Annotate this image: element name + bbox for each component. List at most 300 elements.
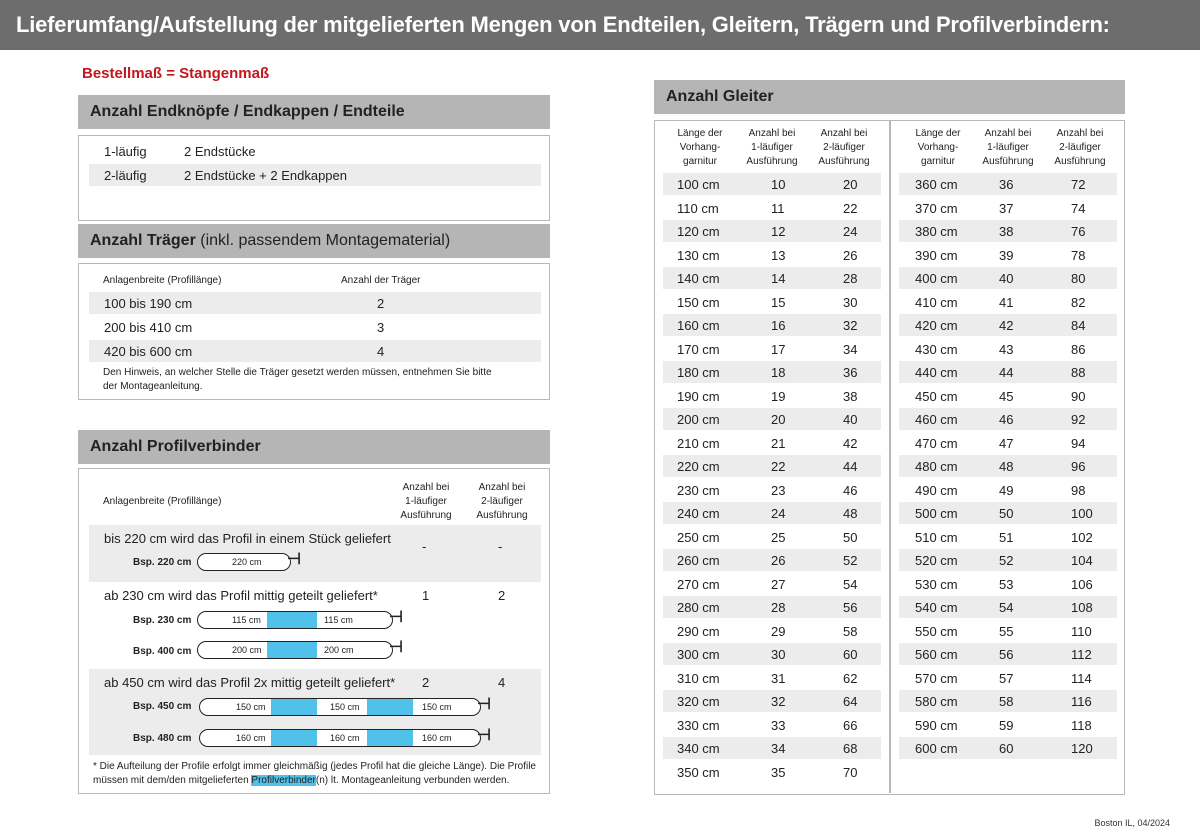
gleiter-row: [663, 643, 881, 665]
gleiter-length: 480 cm: [915, 459, 958, 474]
gleiter-count-1: 13: [771, 247, 786, 263]
gleiter-divider: [889, 121, 891, 793]
gleiter-row: [899, 291, 1117, 313]
endteile-box: [78, 135, 550, 221]
gleiter-row: [663, 314, 881, 336]
example-label: Bsp. 450 cm: [133, 701, 192, 712]
gleiter-count-2: 20: [843, 177, 858, 192]
hdr-line: Länge der: [915, 128, 961, 139]
gleiter-row: [899, 620, 1117, 642]
gleiter-count-1: 57: [999, 670, 1014, 686]
gleiter-col2-header: [737, 127, 807, 169]
gleiter-row: [663, 244, 881, 266]
gleiter-row: [899, 173, 1117, 195]
gleiter-length: 220 cm: [677, 459, 720, 474]
gleiter-count-1: 18: [771, 365, 786, 380]
gleiter-count-2: 102: [1071, 529, 1093, 545]
gleiter-count-2: 110: [1071, 623, 1092, 639]
foot-highlight: Profilverbinder: [251, 775, 316, 786]
gleiter-row: [663, 291, 881, 313]
example-label: Bsp. 220 cm: [133, 557, 192, 568]
hdr-line: Ausführung: [982, 156, 1034, 167]
page-title: Lieferumfang/Aufstellung der mitgelieferten Mengen von Endteilen, Gleitern, Trägern und Profilverbindern:: [16, 12, 1110, 37]
gleiter-row: [663, 714, 881, 736]
verbinder-group-text: ab 450 cm wird das Profil 2x mittig geteilt geliefert*: [104, 675, 396, 690]
gleiter-count-2: 30: [843, 294, 858, 310]
gleiter-count-2: 98: [1071, 482, 1086, 498]
profile-rod: [199, 698, 481, 716]
gleiter-length: 490 cm: [915, 482, 958, 498]
hdr-line: 1-läufiger: [987, 142, 1029, 153]
traeger-note: der Montageanleitung.: [103, 381, 203, 392]
gleiter-row: [663, 737, 881, 759]
gleiter-count-1: 49: [999, 482, 1014, 498]
gleiter-count-2: 32: [843, 318, 858, 333]
gleiter-count-1: 40: [999, 271, 1014, 286]
gleiter-row: [899, 526, 1117, 548]
gleiter-length: 470 cm: [915, 435, 958, 451]
gleiter-count-2: 64: [843, 694, 858, 709]
example-label: Bsp. 230 cm: [133, 615, 192, 626]
hdr-line: 2-läufiger: [823, 142, 865, 153]
rod-part-label: 200 cm: [324, 645, 354, 655]
gleiter-length: 570 cm: [915, 670, 958, 686]
gleiter-count-1: 60: [999, 741, 1014, 756]
gleiter-count-2: 80: [1071, 271, 1086, 286]
hdr-line: Ausführung: [476, 510, 528, 521]
endcap-icon: ⊣: [477, 727, 491, 744]
gleiter-row: [899, 690, 1117, 712]
gleiter-count-2: 88: [1071, 365, 1086, 380]
gleiter-length: 430 cm: [915, 341, 958, 357]
gleiter-count-1: 43: [999, 341, 1014, 357]
gleiter-count-1: 32: [771, 694, 786, 709]
gleiter-count-1: 59: [999, 717, 1014, 733]
verbinder-group: [89, 584, 541, 666]
gleiter-count-1: 44: [999, 365, 1014, 380]
gleiter-count-1: 27: [771, 576, 786, 592]
gleiter-length: 510 cm: [915, 529, 958, 545]
hdr-line: 1-läufiger: [751, 142, 793, 153]
traeger-col1-header: Anlagenbreite (Profillänge): [103, 275, 222, 286]
connector-marker: [271, 699, 317, 715]
verbinder-col3-header: [467, 481, 537, 523]
gleiter-count-2: 112: [1071, 647, 1092, 662]
connector-marker: [267, 642, 317, 658]
gleiter-length: 450 cm: [915, 388, 958, 404]
foot-part: (n) lt. Montageanleitung verbunden werden.: [315, 775, 510, 786]
gleiter-count-1: 26: [771, 553, 786, 568]
hdr-line: Anzahl bei: [748, 128, 796, 139]
verbinder-group-text: bis 220 cm wird das Profil in einem Stück geliefert: [104, 531, 391, 546]
traeger-row: [89, 340, 541, 362]
gleiter-row: [663, 667, 881, 689]
gleiter-count-2: 50: [843, 529, 858, 545]
endcap-icon: ⊣: [287, 551, 301, 568]
gleiter-count-1: 46: [999, 412, 1014, 427]
hdr-line: garnitur: [921, 156, 955, 167]
gleiter-row: [899, 455, 1117, 477]
gleiter-count-1: 11: [771, 200, 785, 216]
traeger-range: 200 bis 410 cm: [104, 320, 193, 335]
gleiter-count-2: 68: [843, 741, 858, 756]
gleiter-count-1: 51: [999, 529, 1014, 545]
gleiter-count-2: 116: [1071, 694, 1092, 709]
gleiter-row: [899, 220, 1117, 242]
traeger-heading-bar: [78, 224, 550, 258]
gleiter-length: 330 cm: [677, 717, 720, 733]
verbinder-v2: -: [498, 539, 503, 554]
gleiter-length: 290 cm: [677, 623, 720, 639]
gleiter-length: 380 cm: [915, 224, 958, 239]
gleiter-row: [899, 714, 1117, 736]
gleiter-length: 280 cm: [677, 600, 720, 615]
gleiter-length: 170 cm: [677, 341, 720, 357]
gleiter-length: 140 cm: [677, 271, 720, 286]
gleiter-heading-bar: [654, 80, 1125, 114]
gleiter-count-2: 58: [843, 623, 858, 639]
gleiter-count-2: 100: [1071, 506, 1093, 521]
gleiter-count-1: 15: [771, 294, 786, 310]
gleiter-length: 300 cm: [677, 647, 720, 662]
gleiter-count-1: 33: [771, 717, 786, 733]
gleiter-count-2: 118: [1071, 717, 1092, 733]
gleiter-row: [899, 338, 1117, 360]
rod-part-label: 150 cm: [422, 702, 452, 712]
gleiter-row: [899, 432, 1117, 454]
verbinder-footnote: * Die Aufteilung der Profile erfolgt immer gleichmäßig (jedes Profil hat die gleiche Länge). Die Profile: [93, 761, 536, 772]
gleiter-length: 600 cm: [915, 741, 958, 756]
verbinder-v1: 1: [422, 588, 430, 603]
hdr-line: Anzahl bei: [402, 482, 450, 493]
gleiter-length: 580 cm: [915, 694, 958, 709]
gleiter-row: [899, 502, 1117, 524]
verbinder-v1: 2: [422, 675, 430, 690]
gleiter-count-1: 28: [771, 600, 786, 615]
rod-part-label: 160 cm: [422, 733, 452, 743]
gleiter-row: [663, 761, 881, 783]
gleiter-length: 420 cm: [915, 318, 958, 333]
gleiter-count-2: 34: [843, 341, 858, 357]
gleiter-length: 130 cm: [677, 247, 720, 263]
gleiter-count-2: 36: [843, 365, 858, 380]
hdr-line: Ausführung: [746, 156, 798, 167]
gleiter-length: 520 cm: [915, 553, 958, 568]
gleiter-length: 550 cm: [915, 623, 958, 639]
gleiter-count-1: 20: [771, 412, 786, 427]
rod-part-label: 150 cm: [236, 702, 266, 712]
gleiter-count-2: 90: [1071, 388, 1086, 404]
traeger-count: 4: [377, 344, 385, 359]
gleiter-row: [663, 361, 881, 383]
gleiter-count-2: 54: [843, 576, 858, 592]
endcap-icon: ⊣: [477, 696, 491, 713]
gleiter-row: [899, 479, 1117, 501]
gleiter-box: [654, 120, 1125, 795]
gleiter-length: 120 cm: [677, 224, 720, 239]
gleiter-count-2: 104: [1071, 553, 1093, 568]
gleiter-length: 350 cm: [677, 764, 720, 780]
gleiter-length: 200 cm: [677, 412, 720, 427]
gleiter-length: 230 cm: [677, 482, 720, 498]
gleiter-count-1: 36: [999, 177, 1014, 192]
hdr-line: Anzahl bei: [984, 128, 1032, 139]
gleiter-length: 180 cm: [677, 365, 720, 380]
gleiter-length: 440 cm: [915, 365, 958, 380]
gleiter-row: [663, 596, 881, 618]
gleiter-count-2: 28: [843, 271, 858, 286]
gleiter-count-2: 44: [843, 459, 858, 474]
gleiter-count-1: 30: [771, 647, 786, 662]
gleiter-length: 320 cm: [677, 694, 720, 709]
gleiter-count-1: 48: [999, 459, 1014, 474]
gleiter-count-1: 39: [999, 247, 1014, 263]
example-label: Bsp. 400 cm: [133, 646, 192, 657]
gleiter-length: 370 cm: [915, 200, 958, 216]
gleiter-heading: Anzahl Gleiter: [666, 88, 774, 105]
endteile-value: 2 Endstücke: [184, 144, 256, 159]
endteile-type: 1-läufig: [104, 144, 147, 159]
verbinder-v2: 2: [498, 588, 506, 603]
gleiter-count-1: 42: [999, 318, 1014, 333]
hdr-line: garnitur: [683, 156, 717, 167]
hdr-line: 1-läufiger: [405, 496, 447, 507]
gleiter-count-1: 55: [999, 623, 1014, 639]
traeger-box: [78, 263, 550, 400]
gleiter-count-2: 60: [843, 647, 858, 662]
gleiter-length: 560 cm: [915, 647, 958, 662]
connector-marker: [367, 699, 413, 715]
gleiter-length: 390 cm: [915, 247, 958, 263]
gleiter-count-2: 86: [1071, 341, 1086, 357]
verbinder-heading-bar: [78, 430, 550, 464]
verbinder-v2: 4: [498, 675, 506, 690]
gleiter-count-1: 52: [999, 553, 1014, 568]
gleiter-row: [663, 620, 881, 642]
verbinder-col2-header: [391, 481, 461, 523]
hdr-line: Ausführung: [818, 156, 870, 167]
gleiter-row: [663, 385, 881, 407]
gleiter-row: [663, 173, 881, 195]
hdr-line: Ausführung: [400, 510, 452, 521]
gleiter-count-2: 78: [1071, 247, 1086, 263]
gleiter-count-2: 48: [843, 506, 858, 521]
gleiter-count-2: 82: [1071, 294, 1086, 310]
hdr-line: Ausführung: [1054, 156, 1106, 167]
gleiter-col1-header: [661, 127, 739, 169]
gleiter-count-2: 38: [843, 388, 858, 404]
rod-part-label: 115 cm: [324, 615, 353, 625]
title-bar: [0, 0, 1200, 50]
gleiter-count-2: 84: [1071, 318, 1086, 333]
gleiter-length: 270 cm: [677, 576, 720, 592]
gleiter-count-1: 21: [771, 435, 786, 451]
gleiter-count-1: 19: [771, 388, 786, 404]
traeger-heading-bold: Anzahl Träger: [90, 232, 196, 249]
gleiter-count-1: 45: [999, 388, 1014, 404]
verbinder-heading: Anzahl Profilverbinder: [90, 438, 261, 455]
verbinder-group: [89, 525, 541, 582]
gleiter-count-1: 34: [771, 741, 786, 756]
gleiter-length: 540 cm: [915, 600, 958, 615]
gleiter-count-1: 35: [771, 764, 786, 780]
gleiter-count-1: 16: [771, 318, 786, 333]
rod-part-label: 150 cm: [330, 702, 360, 712]
endteile-row: [89, 164, 541, 186]
gleiter-count-2: 52: [843, 553, 858, 568]
gleiter-length: 500 cm: [915, 506, 958, 521]
gleiter-count-1: 54: [999, 600, 1014, 615]
hdr-line: Anzahl bei: [1056, 128, 1104, 139]
gleiter-count-2: 24: [843, 224, 858, 239]
rod-part-label: 160 cm: [236, 733, 266, 743]
gleiter-count-1: 10: [771, 177, 786, 192]
gleiter-count-2: 96: [1071, 459, 1086, 474]
verbinder-box: [78, 468, 550, 794]
traeger-col2-header: Anzahl der Träger: [341, 275, 421, 286]
endteile-row: [89, 140, 541, 162]
gleiter-length: 240 cm: [677, 506, 720, 521]
gleiter-row: [663, 267, 881, 289]
traeger-range: 100 bis 190 cm: [104, 296, 193, 311]
gleiter-count-2: 74: [1071, 200, 1086, 216]
gleiter-col2-header: [973, 127, 1043, 169]
gleiter-length: 160 cm: [677, 318, 720, 333]
gleiter-row: [899, 197, 1117, 219]
rod-part-label: 220 cm: [232, 557, 262, 567]
gleiter-length: 310 cm: [677, 670, 720, 686]
verbinder-footnote: [93, 775, 509, 786]
gleiter-count-1: 56: [999, 647, 1014, 662]
gleiter-row: [663, 549, 881, 571]
example-label: Bsp. 480 cm: [133, 733, 192, 744]
gleiter-row: [899, 737, 1117, 759]
gleiter-count-1: 50: [999, 506, 1014, 521]
gleiter-count-1: 53: [999, 576, 1014, 592]
gleiter-count-1: 47: [999, 435, 1014, 451]
gleiter-count-2: 94: [1071, 435, 1086, 451]
gleiter-length: 530 cm: [915, 576, 958, 592]
hdr-line: Vorhang-: [679, 142, 721, 153]
traeger-row: [89, 292, 541, 314]
connector-marker: [271, 730, 317, 746]
hdr-line: Anzahl bei: [820, 128, 868, 139]
gleiter-count-1: 12: [771, 224, 786, 239]
connector-marker: [267, 612, 317, 628]
footer-note: Boston IL, 04/2024: [1094, 818, 1170, 828]
gleiter-row: [663, 690, 881, 712]
gleiter-row: [899, 643, 1117, 665]
gleiter-count-1: 23: [771, 482, 786, 498]
gleiter-row: [663, 479, 881, 501]
traeger-heading-suffix: (inkl. passendem Montagematerial): [200, 232, 451, 249]
gleiter-length: 360 cm: [915, 177, 958, 192]
traeger-count: 2: [377, 296, 385, 311]
gleiter-row: [663, 338, 881, 360]
gleiter-count-2: 62: [843, 670, 858, 686]
hdr-line: Vorhang-: [917, 142, 959, 153]
traeger-row: [89, 316, 541, 338]
verbinder-group-text: ab 230 cm wird das Profil mittig geteilt geliefert*: [104, 588, 378, 603]
foot-part: müssen mit dem/den mitgelieferten: [93, 775, 252, 786]
endteile-heading: Anzahl Endknöpfe / Endkappen / Endteile: [90, 103, 405, 120]
verbinder-col1-header: Anlagenbreite (Profillänge): [103, 496, 222, 507]
hdr-line: 2-läufiger: [481, 496, 523, 507]
endcap-icon: ⊣: [389, 609, 403, 626]
gleiter-count-1: 41: [999, 294, 1014, 310]
gleiter-count-2: 92: [1071, 412, 1086, 427]
gleiter-length: 150 cm: [677, 294, 720, 310]
gleiter-row: [899, 267, 1117, 289]
connector-marker: [367, 730, 413, 746]
gleiter-row: [899, 385, 1117, 407]
gleiter-count-2: 76: [1071, 224, 1086, 239]
rod-part-label: 115 cm: [232, 615, 261, 625]
hdr-line: Länge der: [677, 128, 723, 139]
gleiter-row: [663, 197, 881, 219]
gleiter-length: 460 cm: [915, 412, 958, 427]
gleiter-count-2: 46: [843, 482, 858, 498]
gleiter-row: [899, 596, 1117, 618]
gleiter-count-1: 37: [999, 200, 1014, 216]
verbinder-v1: -: [422, 539, 427, 554]
gleiter-row: [899, 408, 1117, 430]
gleiter-count-2: 72: [1071, 177, 1086, 192]
traeger-count: 3: [377, 320, 385, 335]
gleiter-row: [899, 244, 1117, 266]
gleiter-count-2: 22: [843, 200, 858, 216]
gleiter-count-1: 17: [771, 341, 786, 357]
gleiter-count-1: 24: [771, 506, 786, 521]
gleiter-length: 110 cm: [677, 200, 719, 216]
gleiter-col3-header: [809, 127, 879, 169]
gleiter-count-1: 31: [771, 670, 786, 686]
gleiter-row: [663, 408, 881, 430]
gleiter-row: [899, 573, 1117, 595]
gleiter-length: 100 cm: [677, 177, 720, 192]
gleiter-length: 400 cm: [915, 271, 958, 286]
endteile-type: 2-läufig: [104, 168, 147, 183]
gleiter-count-1: 14: [771, 271, 786, 286]
gleiter-count-2: 108: [1071, 600, 1093, 615]
gleiter-row: [899, 314, 1117, 336]
hdr-line: Anzahl bei: [478, 482, 526, 493]
gleiter-row: [663, 573, 881, 595]
gleiter-row: [899, 667, 1117, 689]
gleiter-count-2: 42: [843, 435, 858, 451]
traeger-range: 420 bis 600 cm: [104, 344, 193, 359]
gleiter-length: 210 cm: [677, 435, 720, 451]
gleiter-count-2: 106: [1071, 576, 1093, 592]
endteile-heading-bar: [78, 95, 550, 129]
gleiter-row: [663, 432, 881, 454]
gleiter-count-1: 29: [771, 623, 786, 639]
gleiter-row: [663, 526, 881, 548]
order-note: Bestellmaß = Stangenmaß: [82, 65, 270, 82]
gleiter-count-1: 22: [771, 459, 786, 474]
gleiter-length: 250 cm: [677, 529, 720, 545]
hdr-line: 2-läufiger: [1059, 142, 1101, 153]
gleiter-col3-header: [1045, 127, 1115, 169]
gleiter-count-2: 56: [843, 600, 858, 615]
traeger-note: Den Hinweis, an welcher Stelle die Träger gesetzt werden müssen, entnehmen Sie bitte: [103, 367, 492, 378]
gleiter-row: [663, 502, 881, 524]
gleiter-count-2: 26: [843, 247, 858, 263]
gleiter-count-2: 114: [1071, 670, 1092, 686]
rod-part-label: 200 cm: [232, 645, 262, 655]
gleiter-length: 590 cm: [915, 717, 958, 733]
gleiter-length: 260 cm: [677, 553, 720, 568]
